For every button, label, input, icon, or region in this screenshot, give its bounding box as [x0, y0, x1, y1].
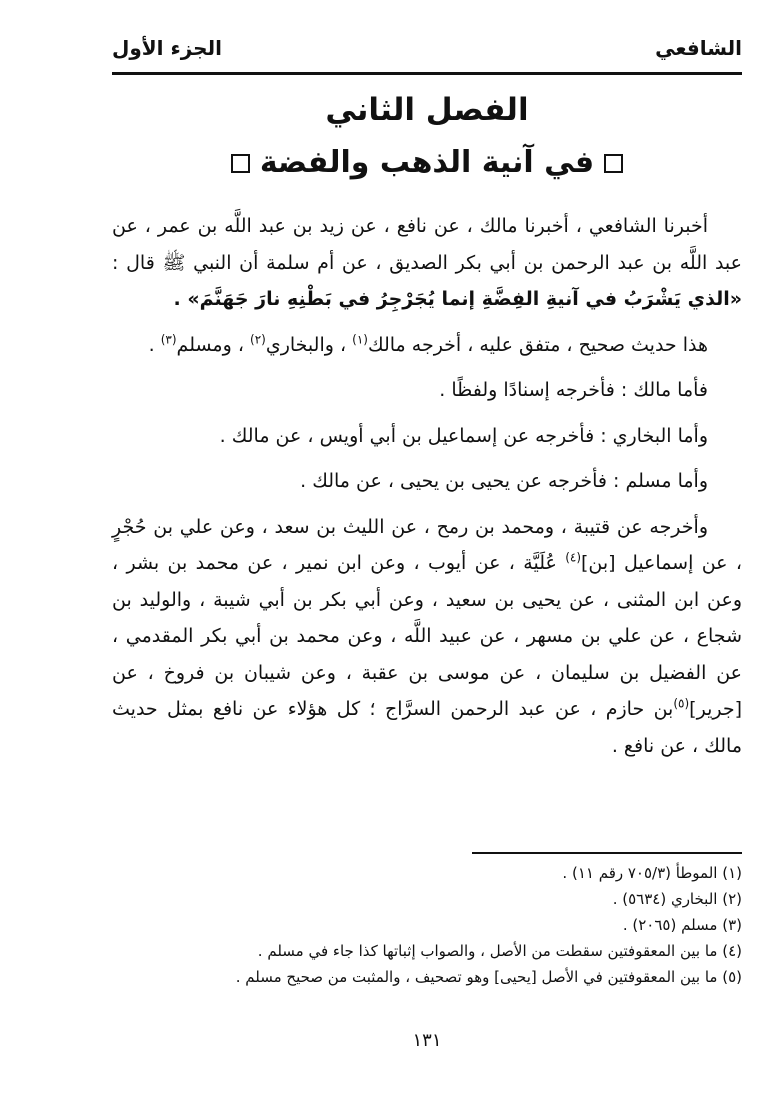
hadith-text: «الذي يَشْرَبُ في آنيةِ الفِضَّةِ إنما يُجَرْجِرُ في بَطْنِهِ نارَ جَهَنَّمَ» . [173, 288, 742, 310]
footnote-1: (١) الموطأ (٧٠٥/٣ رقم ١١) . [562, 864, 742, 882]
paragraph-muslim: وأما مسلم : فأخرجه عن يحيى بن يحيى ، عن مالك . [300, 470, 708, 492]
footnote-ref-4[interactable]: (٤) [565, 550, 582, 565]
footnote-2: (٢) البخاري (٥٦٣٤) . [612, 890, 742, 908]
paragraph-isnad [112, 208, 742, 318]
chapter-subtitle-text: في آنية الذهب والفضة [259, 145, 595, 180]
text-span: ، والبخاري [265, 333, 353, 356]
running-header [112, 30, 742, 70]
footnote-ref-1[interactable]: (١) [352, 332, 368, 347]
footnote-ref-2[interactable]: (٢) [250, 332, 266, 347]
header-book-title: الشافعي [655, 36, 742, 60]
footnotes [112, 860, 742, 990]
footnote-3: (٣) مسلم (٢٠٦٥) . [622, 916, 742, 934]
paragraph-chains [112, 509, 742, 765]
text-span: ، ومسلم [176, 333, 250, 356]
text-span: بن حازم ، عن عبد الرحمن السرَّاج ؛ كل هؤلاء عن نافع بمثل حديث مالك ، عن نافع . [112, 698, 742, 757]
square-ornament-icon [231, 154, 250, 173]
main-text [112, 208, 742, 764]
footnote-ref-5[interactable]: (٥) [673, 696, 690, 711]
paragraph-takhrij [112, 327, 742, 364]
text-span: عُلَيَّة ، عن أيوب ، وعن ابن نمير ، عن محمد بن بشر ، وعن ابن المثنى ، عن يحيى بن سعيد ، وعن أبي بكر بن أبي شيبة ، والوليد بن شجاع ، عن علي بن مسهر ، عن عبيد اللَّه ، وعن محمد بن أبي بكر المقدمي ، عن الفضيل بن سليمان ، عن موسى بن عقبة ، وعن شيبان بن فروخ ، عن [جرير] [112, 552, 742, 720]
paragraph-malik: فأما مالك : فأخرجه إسنادًا ولفظًا . [439, 379, 708, 401]
footnote-separator [472, 852, 742, 854]
footnote-4: (٤) ما بين المعقوفتين سقطت من الأصل ، والصواب إثباتها كذا جاء في مسلم . [257, 942, 742, 960]
isnad-text: أخبرنا الشافعي ، أخبرنا مالك ، عن نافع ، عن زيد بن عبد اللَّه بن عمر ، عن عبد اللَّه بن عبد الرحمن بن أبي بكر الصديق ، عن أم سلمة أن النبي ﷺ قال : [112, 215, 742, 274]
footnote-ref-3[interactable]: (٣) [160, 332, 177, 347]
chapter-title: الفصل الثاني [325, 92, 529, 128]
page-number: ١٣١ [412, 1030, 442, 1051]
header-volume: الجزء الأول [112, 36, 222, 60]
paragraph-bukhari: وأما البخاري : فأخرجه عن إسماعيل بن أبي أويس ، عن مالك . [219, 424, 708, 447]
footnote-5: (٥) ما بين المعقوفتين في الأصل [يحيى] وهو تصحيف ، والمثبت من صحيح مسلم . [235, 968, 742, 986]
text-span: . [148, 333, 161, 356]
text-span: وأخرجه عن قتيبة ، ومحمد بن رمح ، عن الليث بن سعد ، وعن علي بن حُجْرٍ ، عن إسماعيل [بن] [112, 515, 742, 574]
header-rule [112, 72, 742, 75]
chapter-subtitle [112, 145, 742, 180]
text-span: هذا حديث صحيح ، متفق عليه ، أخرجه مالك [367, 333, 708, 356]
square-ornament-icon [604, 154, 623, 173]
